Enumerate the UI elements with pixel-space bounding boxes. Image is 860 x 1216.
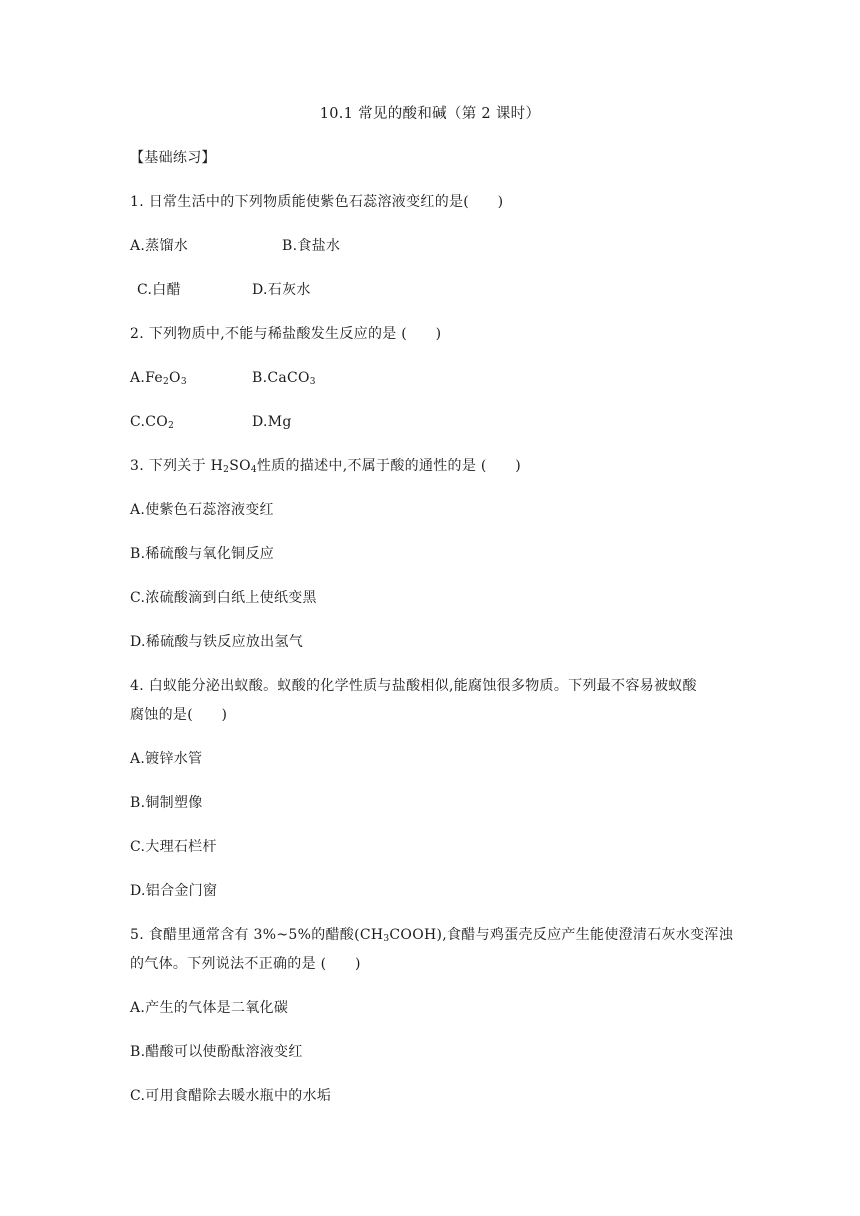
question-2-option-d: D.Mg	[252, 414, 292, 430]
question-5-option-c: C.可用食醋除去暖水瓶中的水垢	[130, 1088, 332, 1104]
question-4-stem-line-2: 腐蚀的是( )	[130, 707, 228, 723]
question-5-stem-line-1: 5. 食醋里通常含有 3%~5%的醋酸$(CH_3COOH)$,食醋与鸡蛋壳反应产生能使澄清石灰水变浑浊	[130, 927, 734, 944]
question-3-option-d: D.稀硫酸与铁反应放出氢气	[130, 634, 304, 650]
question-2-option-a: $A.Fe_2O_3$	[130, 370, 187, 387]
question-4-option-d: D.铝合金门窗	[130, 883, 218, 899]
question-2-stem: 2. 下列物质中,不能与稀盐酸发生反应的是 ( )	[130, 326, 442, 342]
question-4-stem-line-1: 4. 白蚁能分泌出蚁酸。蚁酸的化学性质与盐酸相似,能腐蚀很多物质。下列最不容易被蚁酸	[130, 678, 697, 694]
question-2-option-b: B.CaCO$_3$	[252, 370, 316, 387]
question-1-option-a: A.蒸馏水	[130, 238, 189, 254]
question-5-option-b: B.醋酸可以使酚酞溶液变红	[130, 1044, 303, 1060]
question-4-option-c: C.大理石栏杆	[130, 839, 217, 855]
question-1-option-b: B.食盐水	[282, 238, 341, 254]
question-5-stem-line-2: 的气体。下列说法不正确的是 ( )	[130, 956, 361, 972]
question-4-option-a: A.镀锌水管	[130, 751, 203, 767]
question-1-option-c: C.白醋	[137, 282, 181, 298]
question-3-stem: 3. 下列关于 $H_2SO_4$性质的描述中,不属于酸的通性的是 ( )	[130, 458, 522, 475]
page-title: 10.1 常见的酸和碱（第 2 课时）	[319, 106, 541, 122]
question-1-stem: 1. 日常生活中的下列物质能使紫色石蕊溶液变红的是( )	[130, 194, 504, 210]
section-heading: 【基础练习】	[130, 150, 216, 166]
question-3-option-b: B.稀硫酸与氧化铜反应	[130, 546, 275, 562]
question-3-option-a: A.使紫色石蕊溶液变红	[130, 502, 274, 518]
question-3-option-c: C.浓硫酸滴到白纸上使纸变黑	[130, 590, 317, 606]
question-5-option-a: A.产生的气体是二氧化碳	[130, 1000, 289, 1016]
question-2-option-c: $C.CO_2$	[130, 414, 175, 431]
question-4-option-b: B.铜制塑像	[130, 795, 203, 811]
question-1-option-d: D.石灰水	[252, 282, 311, 298]
